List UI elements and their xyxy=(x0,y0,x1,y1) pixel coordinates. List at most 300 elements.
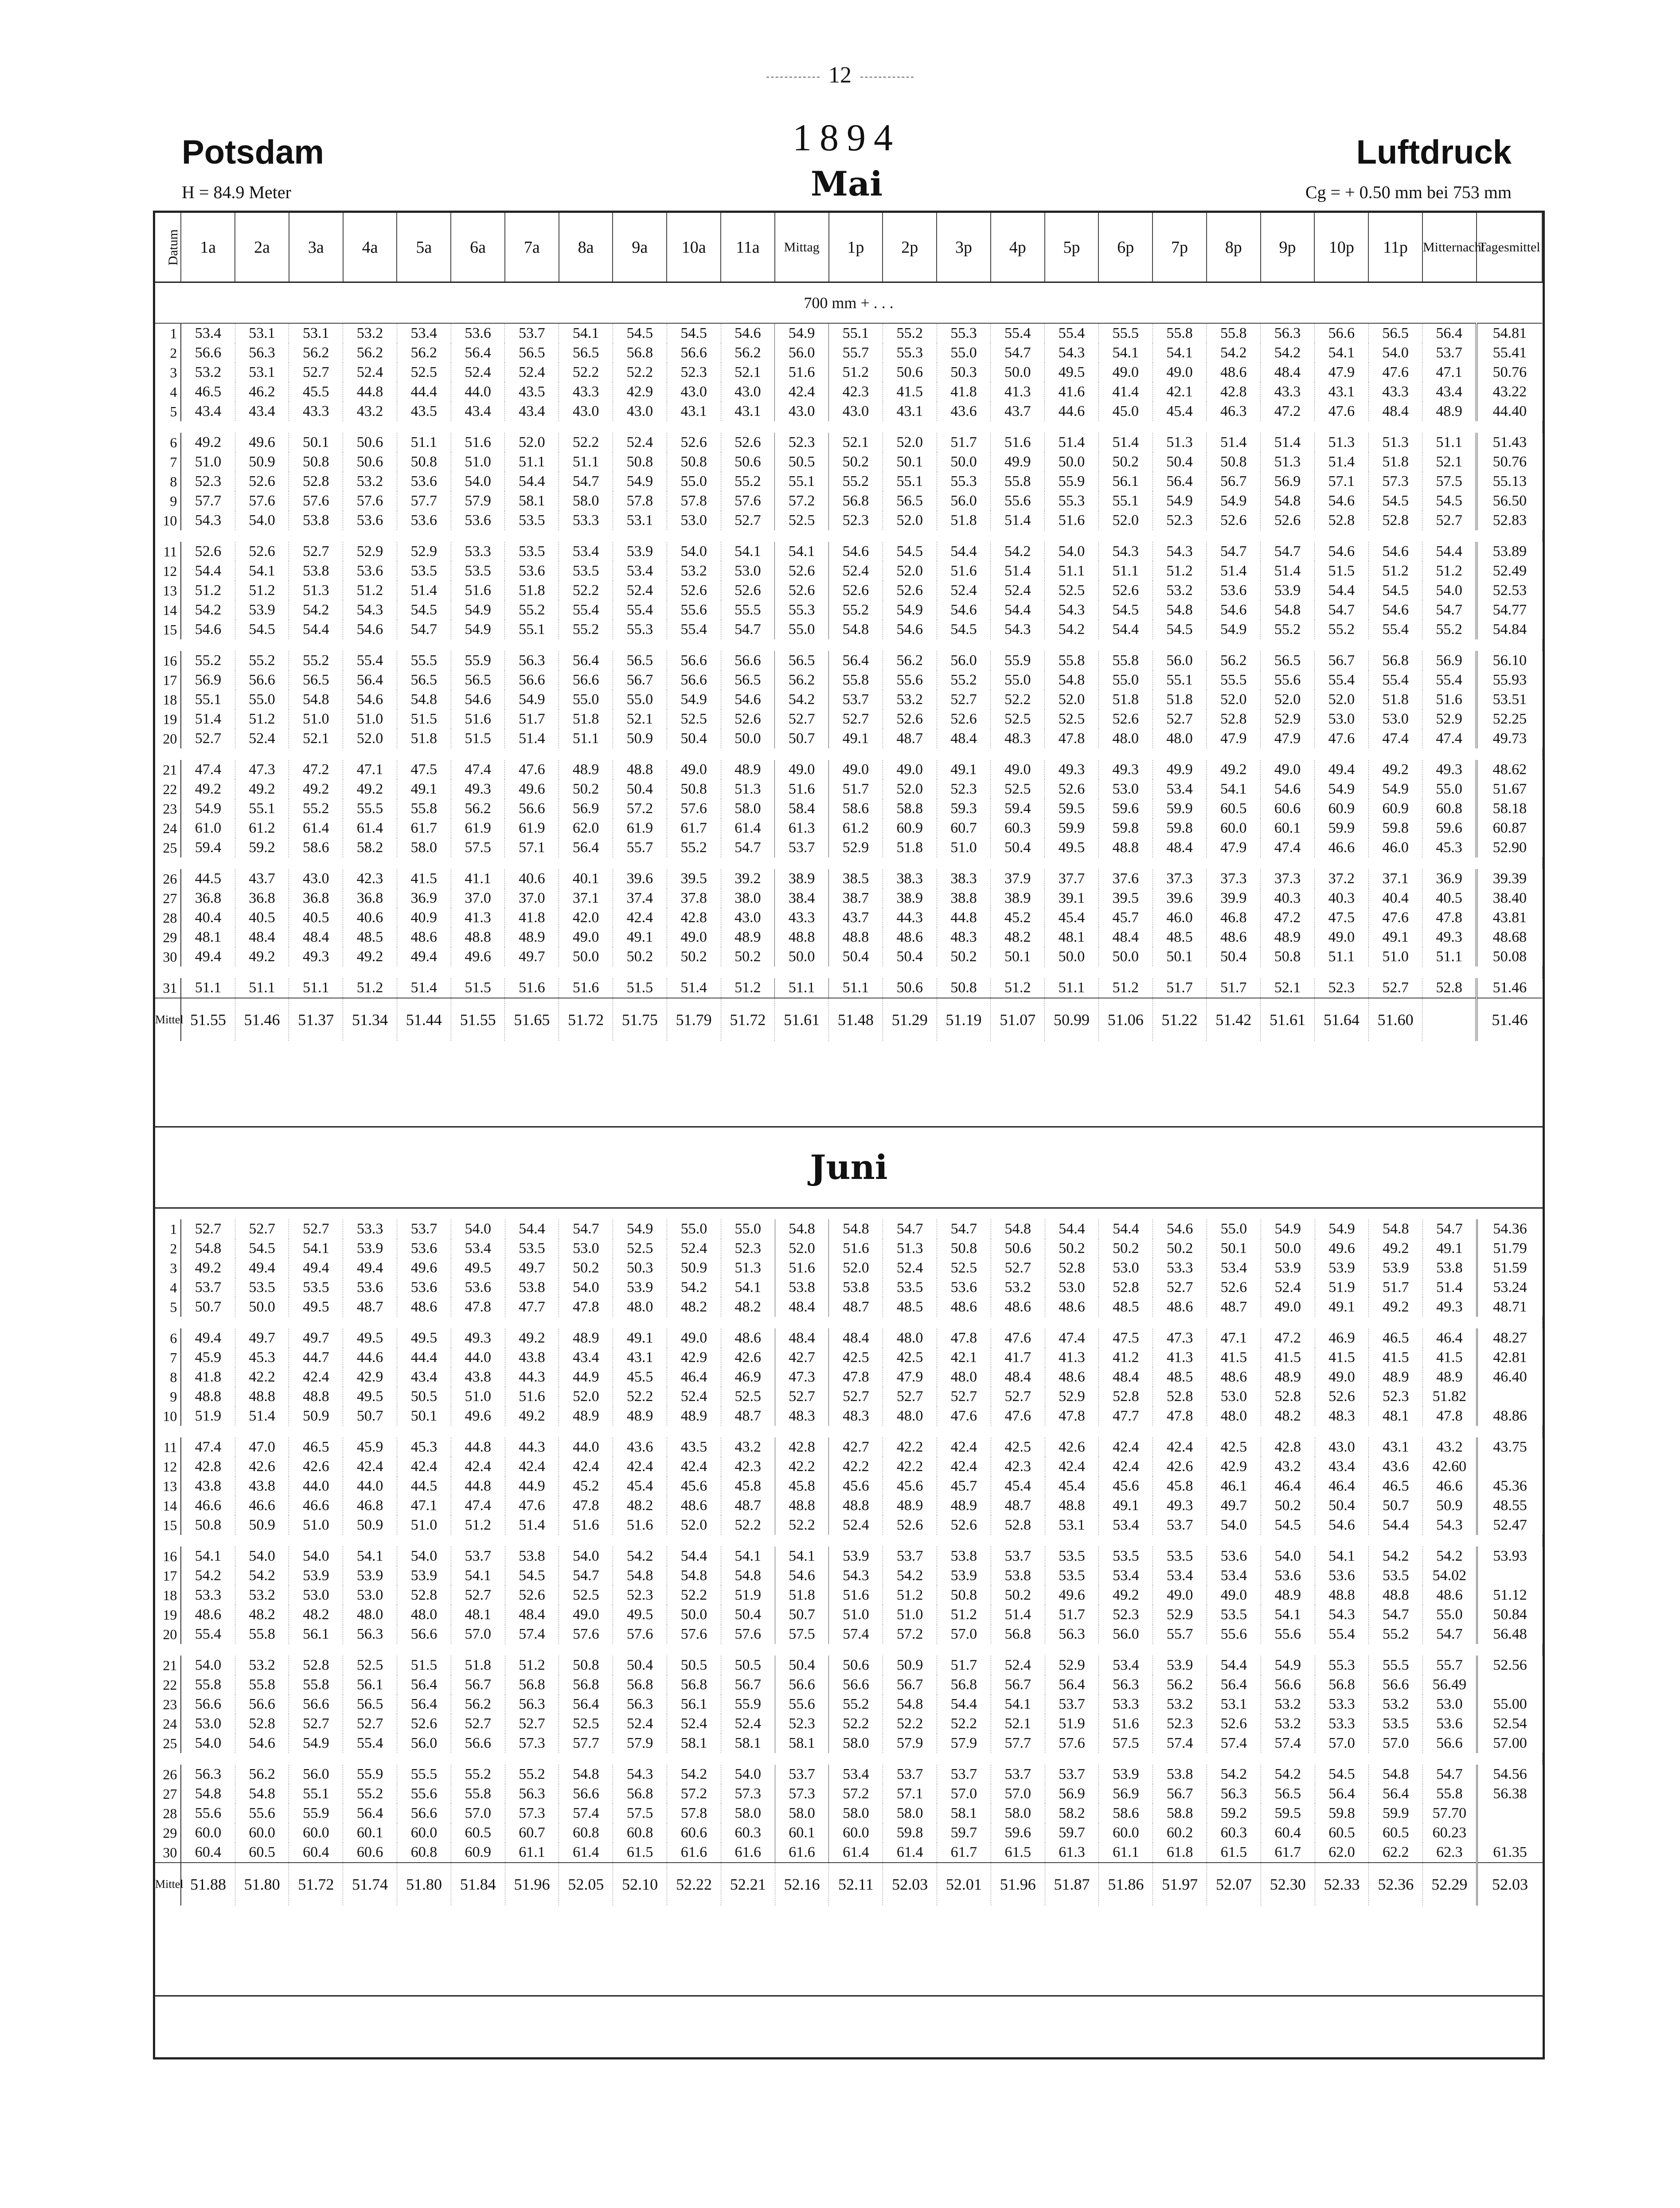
table-cell: 46.0 xyxy=(1153,908,1207,928)
mean-cell: 51.34 xyxy=(343,998,397,1041)
table-cell: 55.8 xyxy=(235,1675,289,1695)
table-cell: 52.4 xyxy=(829,1515,883,1535)
table-cell: 51.4 xyxy=(1045,433,1099,452)
table-cell: 50.2 xyxy=(721,947,775,967)
table-cell: 60.1 xyxy=(343,1823,397,1843)
table-cell: 53.9 xyxy=(1153,1656,1207,1675)
table-cell: 54.7 xyxy=(559,1219,613,1239)
table-cell: 54.6 xyxy=(883,620,937,639)
mean-cell: 51.29 xyxy=(883,998,937,1041)
table-cell: 52.3 xyxy=(775,1714,829,1734)
row-day: 27 xyxy=(155,889,181,908)
table-cell: 55.2 xyxy=(1369,1625,1423,1644)
table-cell: 51.6 xyxy=(613,1515,667,1535)
table-cell: 59.6 xyxy=(1422,818,1477,838)
column-header-11: Mittag xyxy=(775,213,829,282)
table-row xyxy=(155,908,1542,928)
table-cell: 54.5 xyxy=(1261,1515,1315,1535)
table-cell: 54.9 xyxy=(613,1219,667,1239)
table-cell: 47.8 xyxy=(559,1496,613,1515)
table-cell: 49.0 xyxy=(1098,363,1153,382)
table-cell: 54.4 xyxy=(1099,1219,1153,1239)
table-cell: 42.4 xyxy=(775,382,829,402)
table-cell: 53.5 xyxy=(505,511,559,530)
row-day: 13 xyxy=(155,581,181,600)
table-cell: 57.5 xyxy=(613,1804,667,1823)
table-cell: 42.9 xyxy=(667,1348,721,1367)
table-cell: 48.4 xyxy=(991,1367,1045,1387)
table-cell: 45.6 xyxy=(667,1476,721,1496)
table-cell: 53.7 xyxy=(991,1765,1045,1784)
table-cell: 49.7 xyxy=(289,1328,343,1348)
table-cell: 57.4 xyxy=(1261,1734,1315,1753)
table-cell: 55.9 xyxy=(451,651,505,670)
table-cell: 52.9 xyxy=(1153,1605,1207,1625)
table-cell: 47.5 xyxy=(1099,1328,1153,1348)
table-cell: 53.2 xyxy=(235,1656,289,1675)
column-header-13: 2p xyxy=(883,213,937,282)
table-cell: 61.2 xyxy=(829,818,883,838)
table-cell: 52.4 xyxy=(883,1258,937,1278)
table-cell: 57.7 xyxy=(559,1734,613,1753)
table-cell: 51.1 xyxy=(235,978,289,998)
mean-cell: 51.42 xyxy=(1207,998,1261,1041)
table-cell: 57.3 xyxy=(775,1784,829,1804)
table-cell: 54.3 xyxy=(1315,1605,1369,1625)
table-cell: 53.89 xyxy=(1477,542,1542,561)
table-cell: 42.4 xyxy=(613,908,667,928)
table-cell: 44.9 xyxy=(505,1476,559,1496)
table-cell: 56.5 xyxy=(451,670,505,690)
table-cell: 52.6 xyxy=(1045,779,1099,799)
table-cell: 60.0 xyxy=(829,1823,883,1843)
table-cell: 48.8 xyxy=(829,928,883,947)
table-cell: 54.9 xyxy=(1261,1219,1315,1239)
table-cell: 40.6 xyxy=(343,908,397,928)
mean-cell: 51.44 xyxy=(397,998,451,1041)
table-cell: 49.1 xyxy=(1099,1496,1153,1515)
table-cell: 47.4 xyxy=(451,1496,505,1515)
column-header-9: 10a xyxy=(667,213,721,282)
table-cell: 55.5 xyxy=(1098,323,1153,343)
table-cell: 61.4 xyxy=(289,818,343,838)
row-day: 28 xyxy=(155,1804,181,1823)
table-cell: 51.0 xyxy=(181,452,235,472)
table-cell: 53.3 xyxy=(1315,1695,1369,1714)
table-cell: 43.6 xyxy=(937,402,991,421)
table-cell: 49.73 xyxy=(1477,729,1542,748)
table-cell: 51.2 xyxy=(235,581,289,600)
column-header-22: 11p xyxy=(1368,213,1422,282)
table-cell: 57.0 xyxy=(1369,1734,1423,1753)
table-cell: 51.4 xyxy=(1423,1278,1477,1297)
table-cell: 48.5 xyxy=(343,928,397,947)
table-cell: 47.8 xyxy=(937,1328,991,1348)
table-cell: 53.7 xyxy=(1045,1695,1099,1714)
table-cell: 51.67 xyxy=(1477,779,1542,799)
table-cell: 42.4 xyxy=(667,1457,721,1476)
table-cell: 54.5 xyxy=(1153,620,1207,639)
table-cell: 47.6 xyxy=(1368,363,1422,382)
table-cell: 40.3 xyxy=(1261,889,1315,908)
table-cell xyxy=(1477,1457,1543,1476)
table-cell: 51.2 xyxy=(505,1656,559,1675)
table-cell: 41.5 xyxy=(1423,1348,1477,1367)
table-cell: 47.3 xyxy=(1153,1328,1207,1348)
table-cell: 52.1 xyxy=(991,1714,1045,1734)
row-day: 10 xyxy=(155,1406,181,1426)
table-cell: 52.2 xyxy=(559,581,613,600)
table-cell: 54.3 xyxy=(343,600,397,620)
table-cell: 45.3 xyxy=(235,1348,289,1367)
table-cell: 54.5 xyxy=(937,620,991,639)
table-cell: 48.1 xyxy=(1045,928,1099,947)
mean-cell: 50.99 xyxy=(1045,998,1099,1041)
column-header-7: 8a xyxy=(559,213,613,282)
table-cell: 54.3 xyxy=(991,620,1045,639)
mean-cell: 52.16 xyxy=(775,1863,829,1906)
table-cell: 52.5 xyxy=(559,1586,613,1605)
table-cell: 47.9 xyxy=(1314,363,1368,382)
table-cell: 54.7 xyxy=(1423,1625,1477,1644)
table-cell: 50.6 xyxy=(829,1656,883,1675)
table-cell: 42.4 xyxy=(559,1457,613,1476)
table-cell: 60.9 xyxy=(883,818,937,838)
table-cell: 50.4 xyxy=(613,1656,667,1675)
table-cell: 50.0 xyxy=(1261,1239,1315,1258)
row-day: 20 xyxy=(155,1625,181,1644)
table-cell: 48.7 xyxy=(1207,1297,1261,1317)
table-cell: 53.7 xyxy=(883,1765,937,1784)
table-cell: 49.3 xyxy=(451,1328,505,1348)
table-row xyxy=(155,1625,1543,1644)
mean-cell: 51.46 xyxy=(1477,998,1542,1041)
table-cell: 41.6 xyxy=(1045,382,1099,402)
table-cell: 42.2 xyxy=(235,1367,289,1387)
table-cell: 51.0 xyxy=(883,1605,937,1625)
table-cell: 55.2 xyxy=(883,323,937,343)
month-title-mai: Mai xyxy=(810,164,883,204)
table-cell: 53.1 xyxy=(1045,1515,1099,1535)
table-cell: 44.0 xyxy=(559,1437,613,1457)
table-cell: 51.5 xyxy=(1314,561,1368,581)
table-cell: 51.0 xyxy=(937,838,991,857)
table-cell: 54.8 xyxy=(883,1695,937,1714)
table-cell: 51.1 xyxy=(1422,947,1477,967)
table-cell: 50.3 xyxy=(937,363,991,382)
table-cell: 59.7 xyxy=(1045,1823,1099,1843)
table-cell: 53.3 xyxy=(181,1586,235,1605)
group-gap xyxy=(155,857,1542,869)
table-cell: 47.4 xyxy=(451,760,505,779)
table-cell: 42.5 xyxy=(829,1348,883,1367)
table-cell: 55.2 xyxy=(235,651,289,670)
table-cell: 55.2 xyxy=(289,799,343,818)
table-row xyxy=(155,1476,1543,1496)
table-cell: 50.7 xyxy=(181,1297,235,1317)
table-cell: 52.7 xyxy=(937,690,991,709)
table-cell: 52.3 xyxy=(1099,1605,1153,1625)
table-cell: 46.3 xyxy=(1207,402,1261,421)
table-cell: 52.6 xyxy=(505,1586,559,1605)
table-cell: 55.1 xyxy=(1098,491,1153,511)
table-cell: 60.0 xyxy=(289,1823,343,1843)
table-cell: 55.41 xyxy=(1477,343,1542,363)
table-cell: 48.9 xyxy=(1369,1367,1423,1387)
table-cell: 54.2 xyxy=(1369,1546,1423,1566)
table-cell: 51.0 xyxy=(343,709,397,729)
table-cell: 43.3 xyxy=(559,382,613,402)
row-day: 16 xyxy=(155,651,181,670)
table-cell: 54.9 xyxy=(1368,779,1422,799)
table-cell: 53.8 xyxy=(991,1566,1045,1586)
spacer-row xyxy=(155,1208,1543,1219)
table-cell: 56.0 xyxy=(1153,651,1207,670)
table-cell: 55.4 xyxy=(1314,670,1368,690)
table-cell: 50.9 xyxy=(235,1515,289,1535)
table-cell: 48.2 xyxy=(613,1496,667,1515)
table-cell: 45.7 xyxy=(937,1476,991,1496)
table-cell: 42.4 xyxy=(397,1457,451,1476)
row-day: 30 xyxy=(155,1843,181,1863)
table-cell: 46.9 xyxy=(1315,1328,1369,1348)
table-cell: 54.9 xyxy=(1207,491,1261,511)
table-cell: 55.5 xyxy=(397,651,451,670)
mean-cell: 51.65 xyxy=(505,998,559,1041)
column-header-24: Tagesmittel xyxy=(1477,213,1542,282)
table-cell: 55.2 xyxy=(829,1695,883,1714)
table-cell: 46.5 xyxy=(289,1437,343,1457)
row-day: 9 xyxy=(155,491,181,511)
table-cell: 48.2 xyxy=(721,1297,775,1317)
table-cell: 50.4 xyxy=(829,947,883,967)
table-cell: 45.4 xyxy=(1045,908,1099,928)
table-cell: 53.4 xyxy=(397,323,451,343)
column-header-21: 10p xyxy=(1314,213,1368,282)
table-cell: 57.6 xyxy=(721,1625,775,1644)
table-cell: 49.7 xyxy=(505,947,559,967)
table-cell: 49.0 xyxy=(1153,1586,1207,1605)
table-cell: 52.8 xyxy=(1099,1387,1153,1406)
table-cell: 51.6 xyxy=(559,978,613,998)
mean-cell: 51.88 xyxy=(181,1863,235,1906)
table-cell: 53.2 xyxy=(883,690,937,709)
table-cell: 53.0 xyxy=(343,1586,397,1605)
table-cell: 54.9 xyxy=(613,472,667,491)
table-cell: 48.8 xyxy=(829,1496,883,1515)
table-cell: 54.0 xyxy=(559,1278,613,1297)
table-cell: 43.3 xyxy=(775,908,829,928)
table-cell: 49.6 xyxy=(1315,1239,1369,1258)
table-cell: 53.2 xyxy=(1369,1695,1423,1714)
table-cell: 44.40 xyxy=(1477,402,1542,421)
table-cell: 52.0 xyxy=(883,779,937,799)
table-cell: 51.1 xyxy=(1098,561,1153,581)
table-cell: 50.76 xyxy=(1477,452,1542,472)
table-cell: 37.7 xyxy=(1045,869,1099,889)
table-cell: 55.1 xyxy=(235,799,289,818)
table-cell: 55.2 xyxy=(505,600,559,620)
table-cell: 54.9 xyxy=(883,600,937,620)
table-cell: 52.2 xyxy=(775,1515,829,1535)
table-cell: 51.7 xyxy=(937,1656,991,1675)
table-cell: 55.5 xyxy=(397,1765,451,1784)
table-cell: 54.6 xyxy=(1368,600,1422,620)
table-cell: 55.8 xyxy=(451,1784,505,1804)
table-cell: 51.6 xyxy=(1099,1714,1153,1734)
table-cell: 40.4 xyxy=(1368,889,1422,908)
table-cell: 50.2 xyxy=(937,947,991,967)
table-cell: 40.3 xyxy=(1314,889,1368,908)
table-cell: 61.3 xyxy=(1045,1843,1099,1863)
table-cell: 60.8 xyxy=(397,1843,451,1863)
table-cell: 60.9 xyxy=(1368,799,1422,818)
table-cell: 56.3 xyxy=(235,343,289,363)
table-cell: 60.5 xyxy=(1207,799,1261,818)
table-cell: 43.2 xyxy=(1423,1437,1477,1457)
row-day: 15 xyxy=(155,620,181,639)
table-cell: 48.7 xyxy=(991,1496,1045,1515)
table-cell: 53.7 xyxy=(505,323,559,343)
table-cell: 60.9 xyxy=(451,1843,505,1863)
table-row xyxy=(155,651,1542,670)
table-cell: 55.9 xyxy=(343,1765,397,1784)
table-cell: 50.0 xyxy=(775,947,829,967)
table-cell: 48.3 xyxy=(1315,1406,1369,1426)
table-cell: 48.71 xyxy=(1477,1297,1543,1317)
table-cell: 52.7 xyxy=(289,1714,343,1734)
row-day: 3 xyxy=(155,1258,181,1278)
table-cell: 44.5 xyxy=(181,869,235,889)
column-header-3: 4a xyxy=(343,213,397,282)
row-day: 13 xyxy=(155,1476,181,1496)
table-cell: 53.5 xyxy=(883,1278,937,1297)
table-cell: 48.4 xyxy=(1153,838,1207,857)
table-cell: 46.4 xyxy=(667,1367,721,1387)
table-cell: 50.1 xyxy=(1207,1239,1261,1258)
table-cell: 53.4 xyxy=(613,561,667,581)
table-cell: 54.4 xyxy=(505,1219,559,1239)
table-cell: 55.3 xyxy=(775,600,829,620)
table-cell: 45.8 xyxy=(1153,1476,1207,1496)
table-cell: 54.4 xyxy=(937,1695,991,1714)
table-cell: 37.4 xyxy=(613,889,667,908)
table-cell: 59.8 xyxy=(1098,818,1153,838)
table-cell: 53.9 xyxy=(613,1278,667,1297)
table-cell: 44.0 xyxy=(451,382,505,402)
table-cell: 50.8 xyxy=(937,1586,991,1605)
table-cell: 50.4 xyxy=(667,729,721,748)
table-cell: 52.2 xyxy=(883,1714,937,1734)
table-cell: 50.2 xyxy=(559,779,613,799)
table-cell: 54.56 xyxy=(1477,1765,1543,1784)
table-cell: 51.6 xyxy=(451,433,505,452)
row-day: 9 xyxy=(155,1387,181,1406)
row-day: 4 xyxy=(155,382,181,402)
table-cell: 48.6 xyxy=(667,1496,721,1515)
table-cell: 49.5 xyxy=(1045,838,1099,857)
table-cell: 42.3 xyxy=(721,1457,775,1476)
table-cell: 53.1 xyxy=(235,363,289,382)
table-cell: 53.0 xyxy=(667,511,721,530)
table-cell: 52.6 xyxy=(775,561,829,581)
table-cell: 55.5 xyxy=(1207,670,1261,690)
table-cell: 54.0 xyxy=(667,542,721,561)
table-cell: 56.38 xyxy=(1477,1784,1543,1804)
table-cell: 57.7 xyxy=(397,491,451,511)
table-cell: 55.2 xyxy=(559,620,613,639)
table-cell: 60.1 xyxy=(775,1823,829,1843)
table-cell: 57.1 xyxy=(505,838,559,857)
table-cell: 39.9 xyxy=(1207,889,1261,908)
mean-cell: 51.74 xyxy=(343,1863,397,1906)
table-cell: 60.0 xyxy=(235,1823,289,1843)
table-cell: 52.7 xyxy=(937,1387,991,1406)
table-cell: 51.2 xyxy=(721,978,775,998)
table-cell: 57.4 xyxy=(1153,1734,1207,1753)
table-cell: 51.1 xyxy=(1422,433,1477,452)
table-cell: 57.00 xyxy=(1477,1734,1543,1753)
table-cell: 54.7 xyxy=(1423,1765,1477,1784)
table-cell: 43.4 xyxy=(559,1348,613,1367)
table-cell: 51.3 xyxy=(1368,433,1422,452)
table-cell: 53.7 xyxy=(829,690,883,709)
table-cell: 52.4 xyxy=(613,433,667,452)
table-cell: 52.8 xyxy=(1422,978,1477,998)
table-cell: 59.8 xyxy=(1368,818,1422,838)
table-cell: 49.6 xyxy=(451,1406,505,1426)
table-cell: 59.2 xyxy=(1207,1804,1261,1823)
table-cell: 53.6 xyxy=(397,1278,451,1297)
table-cell: 48.0 xyxy=(613,1297,667,1317)
table-cell: 59.8 xyxy=(1153,818,1207,838)
table-cell: 51.4 xyxy=(667,978,721,998)
column-header-20: 9p xyxy=(1261,213,1315,282)
table-cell: 48.8 xyxy=(775,1496,829,1515)
table-cell: 57.9 xyxy=(937,1734,991,1753)
mean-cell: 51.19 xyxy=(937,998,991,1041)
column-header-4: 5a xyxy=(397,213,451,282)
table-cell: 58.6 xyxy=(829,799,883,818)
table-cell: 47.9 xyxy=(1207,838,1261,857)
table-cell: 54.6 xyxy=(775,1566,829,1586)
table-cell: 58.0 xyxy=(829,1804,883,1823)
table-cell: 52.4 xyxy=(667,1239,721,1258)
table-cell: 56.2 xyxy=(289,343,343,363)
table-cell: 55.0 xyxy=(235,690,289,709)
table-cell: 51.7 xyxy=(505,709,559,729)
table-cell: 57.6 xyxy=(343,491,397,511)
table-cell: 54.3 xyxy=(1153,542,1207,561)
row-day: 11 xyxy=(155,542,181,561)
table-cell: 58.8 xyxy=(883,799,937,818)
table-cell: 54.7 xyxy=(721,620,775,639)
mean-cell: 51.80 xyxy=(235,1863,289,1906)
table-cell: 55.93 xyxy=(1477,670,1542,690)
table-cell: 53.6 xyxy=(397,472,451,491)
table-cell: 49.0 xyxy=(1207,1586,1261,1605)
table-cell: 43.4 xyxy=(451,402,505,421)
table-cell: 51.0 xyxy=(829,1605,883,1625)
table-cell: 54.9 xyxy=(181,799,235,818)
table-cell: 53.6 xyxy=(343,561,397,581)
table-cell: 60.87 xyxy=(1477,818,1542,838)
table-row xyxy=(155,402,1542,421)
row-day: 25 xyxy=(155,1734,181,1753)
row-day: 24 xyxy=(155,1714,181,1734)
table-cell: 48.9 xyxy=(505,928,559,947)
table-cell: 45.6 xyxy=(883,1476,937,1496)
